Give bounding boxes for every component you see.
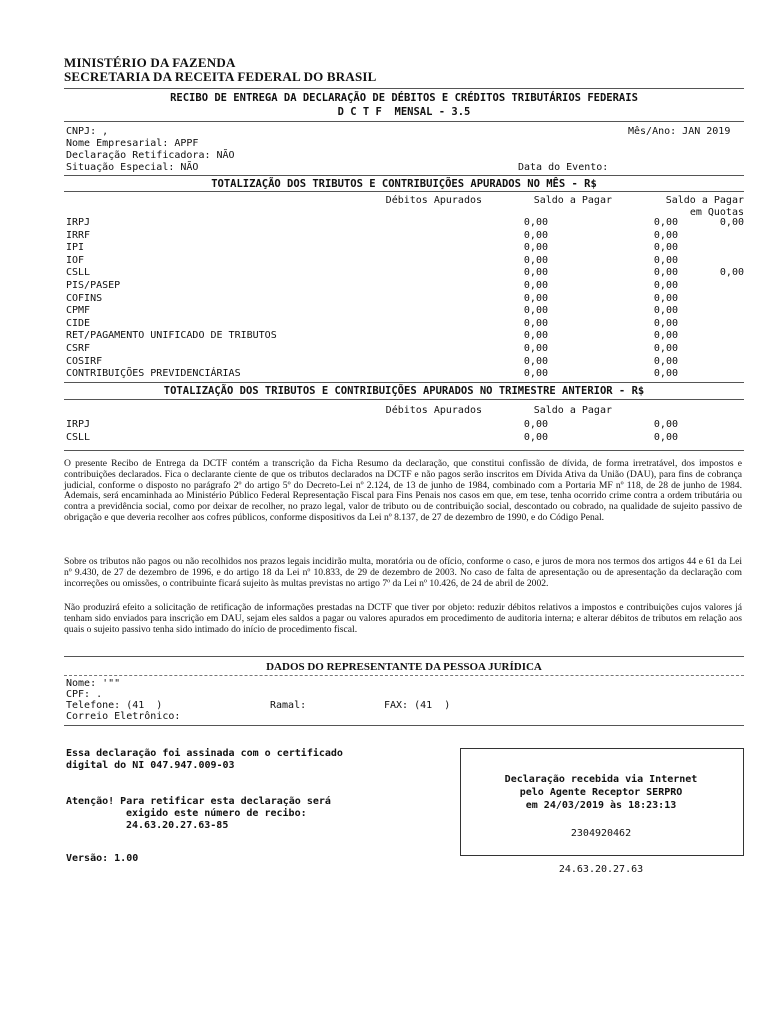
debitos-value: 0,00: [523, 368, 548, 380]
tax-name: IOF: [66, 254, 85, 266]
representative-title: DADOS DO REPRESENTANTE DA PESSOA JURÍDICA: [266, 661, 542, 673]
rep-ramal-field: Ramal:: [270, 700, 307, 711]
debitos-value: 0,00: [523, 280, 548, 291]
debitos-value: 0,00: [523, 330, 548, 342]
attention-note: Atenção! Para retificar esta declaração será: [66, 796, 331, 807]
saldo-value: 0,00: [653, 368, 678, 380]
saldo-value: 0,00: [653, 355, 678, 367]
debitos-value: 0,00: [523, 419, 548, 430]
divider: [64, 399, 744, 400]
debitos-value: 0,00: [523, 343, 548, 354]
debitos-value: 0,00: [523, 242, 548, 254]
divider: [64, 656, 744, 657]
receipt-number: 24.63.20.27.63-85: [126, 820, 229, 831]
table-row: [66, 280, 746, 293]
cnpj-field: CNPJ: ,: [66, 126, 109, 137]
divider: [64, 675, 744, 676]
legal-paragraph: O presente Recibo de Entrega da DCTF contém a transcrição da Ficha Resumo da declaração, que constitui confissão de dívida, de forma irretratável, dos impostos e contribuições declarados. Fica o declarante ciente de que os tributos declarados na DCTF e não pagos serão inscritos em Dívida Ativa da União (DAU), para fins de cobrança judicial, conforme o disposto no parágrafo 2º do artigo 5º do Decreto-Lei nº 2.124, de 13 de junho de 1984, combinado com a Portaria MF nº 118, de 28 de junho de 1984. Ademais, será encaminhada ao Ministério Público Federal Representação Fiscal para Fins Penais nos casos em que, em tese, tenha ocorrido crime contra a ordem tributária ou contra a previdência social, como por deixar de recolher, no prazo legal, valor de tributo ou de contribuição social, descontado ou cobrado, na qualidade de sujeito passivo de obrigação e que deveria recolher aos cofres públicos, conforme dispositivos da Lei nº 8.137, de 27 de dezembro de 1990, e do Código Penal.: [64, 458, 742, 523]
monthly-totals-title: TOTALIZAÇÃO DOS TRIBUTOS E CONTRIBUIÇÕES APURADOS NO MÊS - R$: [211, 178, 597, 190]
table-row: [66, 242, 746, 255]
rep-email-field: Correio Eletrônico:: [66, 711, 181, 722]
debitos-value: 0,00: [523, 355, 548, 367]
rep-phone-field: Telefone: (41 ): [66, 700, 163, 711]
col-quotas-header: em Quotas: [689, 207, 744, 218]
legal-paragraph: Sobre os tributos não pagos ou não recolhidos nos prazos legais incidirão multa, moratória ou de ofício, conforme o caso, e juros de mora nos termos dos artigos 44 e 61 da Lei nº 9.430, de 27 de dezembro de 1996, e do artigo 18 da Lei nº 10.833, de 29 de dezembro de 2003. No caso de falta de apresentação ou de apresentação da declaração com incorreções ou omissões, o contribuinte ficará sujeito às multas previstas no artigo 7º da Lei nº 10.426, de 24 de abril de 2002.: [64, 556, 742, 589]
saldo-value: 0,00: [653, 267, 678, 279]
table-row: [66, 305, 746, 318]
col-saldo-header: Saldo a Pagar: [533, 195, 612, 206]
tax-name: COFINS: [66, 292, 103, 304]
saldo-value: 0,00: [653, 431, 678, 443]
secretariat-title: SECRETARIA DA RECEITA FEDERAL DO BRASIL: [64, 69, 377, 84]
period-field: Mês/Ano: JAN 2019: [628, 126, 731, 137]
saldo-value: 0,00: [653, 217, 678, 228]
receipt-title: RECIBO DE ENTREGA DA DECLARAÇÃO DE DÉBITOS E CRÉDITOS TRIBUTÁRIOS FEDERAIS: [170, 92, 638, 104]
table-row: [66, 293, 746, 306]
tax-name: CONTRIBUIÇÕES PREVIDENCIÁRIAS: [66, 368, 241, 380]
reception-line: Declaração recebida via Internet: [504, 774, 698, 785]
divider: [64, 175, 744, 176]
table-row: [66, 330, 746, 343]
rep-fax-field: FAX: (41 ): [384, 700, 451, 711]
table-row: [66, 419, 746, 432]
saldo-value: 0,00: [653, 254, 678, 266]
attention-note: exigido este número de recibo:: [126, 808, 307, 819]
saldo-value: 0,00: [653, 343, 678, 354]
debitos-value: 0,00: [523, 431, 548, 443]
table-row: [66, 432, 746, 445]
debitos-value: 0,00: [523, 254, 548, 266]
table-row: [66, 356, 746, 369]
version-label: Versão: 1.00: [66, 853, 139, 864]
tax-name: CPMF: [66, 305, 91, 317]
quarterly-totals-title: TOTALIZAÇÃO DOS TRIBUTOS E CONTRIBUIÇÕES APURADOS NO TRIMESTRE ANTERIOR - R$: [163, 385, 645, 397]
col-saldo-header: Saldo a Pagar: [533, 405, 612, 416]
saldo-value: 0,00: [653, 305, 678, 317]
tax-name: IRPJ: [66, 419, 91, 430]
divider: [64, 88, 744, 89]
tax-name: PIS/PASEP: [66, 280, 121, 291]
table-row: [66, 217, 746, 230]
quotas-value: 0,00: [719, 217, 744, 228]
debitos-value: 0,00: [523, 217, 548, 228]
saldo-value: 0,00: [653, 292, 678, 304]
debitos-value: 0,00: [523, 229, 548, 241]
tax-name: COSIRF: [66, 355, 103, 367]
col-debitos-header: Débitos Apurados: [385, 195, 482, 206]
legal-paragraph: Não produzirá efeito a solicitação de retificação de informações prestadas na DCTF que tiver por objeto: reduzir débitos relativos a impostos e contribuições cujos valores já tenham sido enviados para inscrição em DAU, sejam eles saldos a pagar ou valores apurados em procedimento de auditoria interna; e alterar débitos de tributos em relação aos quais o sujeito passivo tenha sido intimado do início de procedimento fiscal.: [64, 602, 742, 635]
tax-name: IPI: [66, 242, 85, 254]
tax-name: IRRF: [66, 229, 91, 241]
table-row: [66, 318, 746, 331]
divider: [64, 450, 744, 451]
col-debitos-header: Débitos Apurados: [385, 405, 482, 416]
table-row: [66, 343, 746, 356]
debitos-value: 0,00: [523, 305, 548, 317]
tax-name: RET/PAGAMENTO UNIFICADO DE TRIBUTOS: [66, 330, 277, 342]
debitos-value: 0,00: [523, 267, 548, 279]
tax-name: CIDE: [66, 317, 91, 329]
rectifier-field: Declaração Retificadora: NÃO: [66, 150, 235, 161]
signature-note: digital do NI 047.947.009-03: [66, 760, 235, 771]
ministry-title: MINISTÉRIO DA FAZENDA: [64, 55, 236, 70]
divider: [64, 121, 744, 122]
tax-name: CSLL: [66, 267, 91, 279]
company-name-field: Nome Empresarial: APPF: [66, 138, 199, 149]
saldo-value: 0,00: [653, 317, 678, 329]
receipt-code-below: 24.63.20.27.63: [558, 864, 644, 875]
event-date-field: Data do Evento:: [518, 162, 609, 173]
reception-line: pelo Agente Receptor SERPRO: [519, 787, 683, 798]
divider: [64, 725, 744, 726]
table-row: [66, 368, 746, 381]
divider: [64, 191, 744, 192]
quotas-value: 0,00: [719, 267, 744, 279]
rep-cpf-field: CPF: .: [66, 689, 103, 700]
table-row: [66, 230, 746, 243]
saldo-value: 0,00: [653, 229, 678, 241]
tax-name: IRPJ: [66, 217, 91, 228]
saldo-value: 0,00: [653, 419, 678, 430]
table-row: [66, 267, 746, 280]
rep-name-field: Nome: '"": [66, 678, 121, 689]
special-situation-field: Situação Especial: NÃO: [66, 162, 199, 173]
reception-timestamp: em 24/03/2019 às 18:23:13: [525, 800, 677, 811]
tax-name: CSRF: [66, 343, 91, 354]
signature-note: Essa declaração foi assinada com o certificado: [66, 748, 343, 759]
table-row: [66, 255, 746, 268]
debitos-value: 0,00: [523, 292, 548, 304]
divider: [64, 382, 744, 383]
col-quotas-header: Saldo a Pagar: [665, 195, 744, 206]
tax-name: CSLL: [66, 431, 91, 443]
debitos-value: 0,00: [523, 317, 548, 329]
receipt-subtitle: D C T F MENSAL - 3.5: [337, 106, 471, 118]
saldo-value: 0,00: [653, 242, 678, 254]
saldo-value: 0,00: [653, 330, 678, 342]
reception-code: 2304920462: [570, 828, 632, 839]
saldo-value: 0,00: [653, 280, 678, 291]
